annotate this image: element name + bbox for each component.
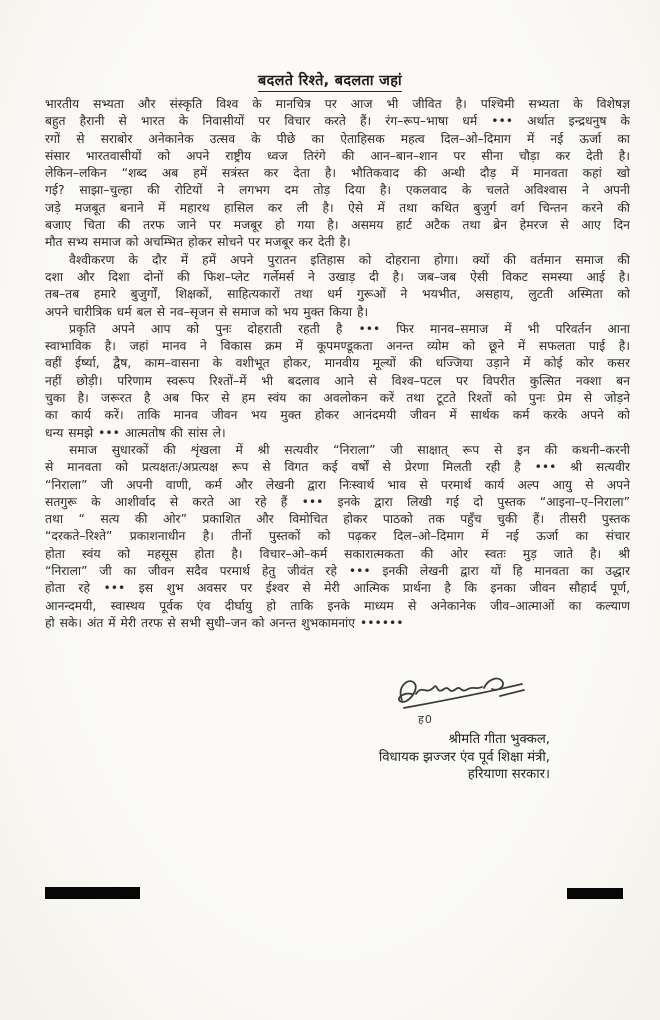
page-title	[0, 0, 660, 92]
text-line: स्वाभाविक है। जहां मानव ने विकास क्रम में कूपमण्डूकता अनन्त व्योम को छूने में सफलता पाई है।	[45, 339, 630, 354]
signature-block	[388, 674, 538, 727]
redaction-bar-left	[45, 887, 140, 899]
text-line: नहीं छोड़ी। परिणाम स्वरूप रिश्तों–में भी बदलाव आने से विश्व–पटल पर विपरीत कुत्सित नक्शा बन	[45, 373, 630, 388]
text-line: रगों से सराबोर अनेकानेक उत्सव के पीछे का ऐताहिसक महत्व दिल–ओ–दिमाग में नई ऊर्जा का	[45, 131, 630, 146]
redaction-bar-right	[567, 888, 623, 899]
signature-icon	[388, 674, 533, 714]
text-line: समाज सुधारकों की शृंखला में श्री सत्यवीर “निराला” जी साक्षात् रूप से इन की कथनी–करनी	[69, 442, 630, 457]
text-line: हो सके। अंत में मेरी तरफ से सभी सुधी–जन को अनन्त शुभकामनांए ••••••	[45, 615, 404, 630]
text-line: “निराला” जी का जीवन सदैव परमार्थ हेतु जीवंत रहे ••• इनकी लेखनी द्वारा यों हि मानवता का उद्धार	[45, 564, 630, 579]
signature-abbrev-label: ह0	[418, 713, 433, 726]
attribution-organization: हरियाणा सरकार।	[467, 767, 550, 783]
text-line: तथा “ सत्य की ओर” प्रकाशित और विमोचित होकर पाठको तक पहुँच चुकी हैं। तीसरी पुस्तक	[45, 512, 630, 527]
text-line: “निराला” जी अपनी वाणी, कर्म और लेखनी द्वारा निःस्वार्थ भाव से परमार्थ कार्य अल्प आयु से अपने	[45, 477, 630, 492]
attribution-designation: विधायक झज्जर एंव पूर्व शिक्षा मंत्री,	[378, 749, 550, 765]
text-line: भारतीय सभ्यता और संस्कृति विश्व के मानचित्र पर आज भी जीवित है। पश्चिमी सभ्यता के विशेषज्ञ	[45, 97, 630, 111]
page-title-text: बदलते रिश्ते, बदलता जहां	[258, 70, 402, 92]
text-line: बजाए चिता की तरफ जाने पर मजबूर हो गया है। असमय हार्ट अटैक तथा ब्रेन हेमरज से आए दिन	[45, 218, 630, 233]
attribution-name: श्रीमति गीता भुक्कल,	[448, 732, 550, 747]
body-text	[45, 96, 630, 632]
text-line: सतगुरू के आशीर्वाद से करते आ रहे हैं ••• इनके द्वारा लिखी गई दो पुस्तक “आइना–ए–निराला”	[45, 494, 630, 509]
text-line: प्रकृति अपने आप को पुनः दोहराती रहती है ••• फिर मानव–समाज में भी परिवर्तन आना	[69, 321, 630, 336]
text-line: वैश्वीकरण के दौर में हमें अपने पुरातन इतिहास को दोहराना होगा। क्यों की वर्तमान समाज की	[69, 252, 630, 267]
text-line: “दरकते–रिश्ते” प्रकाशनाधीन है। तीनों पुस्तकों को पढ़कर दिल–ओ–दिमाग में नई ऊर्जा का संचार	[45, 529, 630, 544]
text-line: मौत सभ्य समाज को अचम्भित होकर सोचने पर मजबूर कर देती है।	[45, 235, 351, 250]
text-line: संसार भारतवासीयों को अपने राष्ट्रीय ध्वज तिरंगे की आन–बान–शान पर सीना चौड़ा कर देती है।	[45, 148, 630, 163]
text-line: होता स्वंय को महसूस होता है। विचार–ओ–कर्म सकारात्मकता की ओर स्वतः मुड़ जाते है। श्री	[45, 546, 630, 561]
text-line: धन्य समझे ••• आत्मतोष की सांस ले।	[45, 425, 226, 440]
text-line: वहीं ईर्ष्या, द्वैष, काम–वासना के वशीभूत होकर, मानवीय मूल्यों की धज्जिया उड़ाने में कोई कोर कसर	[45, 356, 630, 371]
text-line: आनन्दमयी, स्वास्थय पूर्वक एंव दीर्घायु हो ताकि इनके माध्यम से अनेकानेक जीव–आत्माओं का कल्याण	[45, 598, 630, 613]
text-line: बहुत हैरानी से भारत के निवासीयों पर विचार करते हैं। रंग–रूप–भाषा धर्म ••• अर्थात इन्द्रधनुष के	[45, 114, 630, 129]
text-line: लेकिन–लकिन “शब्द अब हमें सत्रंस्त कर देता है। भौतिकवाद की अन्धी दौड़ में मानवता कहां खो	[45, 166, 630, 181]
text-line: दशा और दिशा दोनों की फिश–प्लेट गर्लेमर्स ने उखाड़ दी है। जब–जब ऐसी विकट समस्या आई है।	[45, 269, 630, 284]
text-line: अपने चारीत्रिक धर्म बल से नव–सृजन से समाज को भय मुक्त किया है।	[45, 304, 369, 319]
text-line: जड़े मजबूत बनाने में महारथ हासिल कर ली है। ऐसे में तथा कथित बुजुर्ग वर्ग चिन्तन करने की	[45, 200, 630, 215]
text-line: होता रहे ••• इस शुभ अवसर पर ईश्वर से मेरी आत्मिक प्रार्थना है कि इनका जीवन सौहार्द पूर्ण,	[45, 581, 630, 596]
text-line: से मानवता को प्रत्यक्षतः/अप्रत्यक्ष रूप से विगत कई वर्षों से प्रेरणा मिलती रही है ••• श्री सत्यवीर	[45, 460, 630, 475]
text-line: गई? साझा–चुल्हा की रोटियों ने लगभग दम तोड़ दिया है। एकलवाद के चलते अविश्वास ने अपनी	[45, 183, 630, 198]
text-line: का कार्य करें। ताकि मानव जीवन भय मुक्त होकर आनंदमयी जीवन में सार्थक कर्म करके अपने को	[45, 408, 630, 423]
text-line: तब–तब हमारे बुजुर्गों, शिक्षकों, साहित्यकारों तथा धर्म गुरूओं ने भयभीत, असहाय, लुटती अस्मिता को	[45, 287, 630, 302]
text-line: चुका है। जरूरत है अब फिर से हम स्वंय का अवलोकन करें तथा टूटते रिश्तों को पुनः प्रेम से जोड़ने	[45, 391, 630, 406]
attribution-block	[379, 731, 550, 784]
